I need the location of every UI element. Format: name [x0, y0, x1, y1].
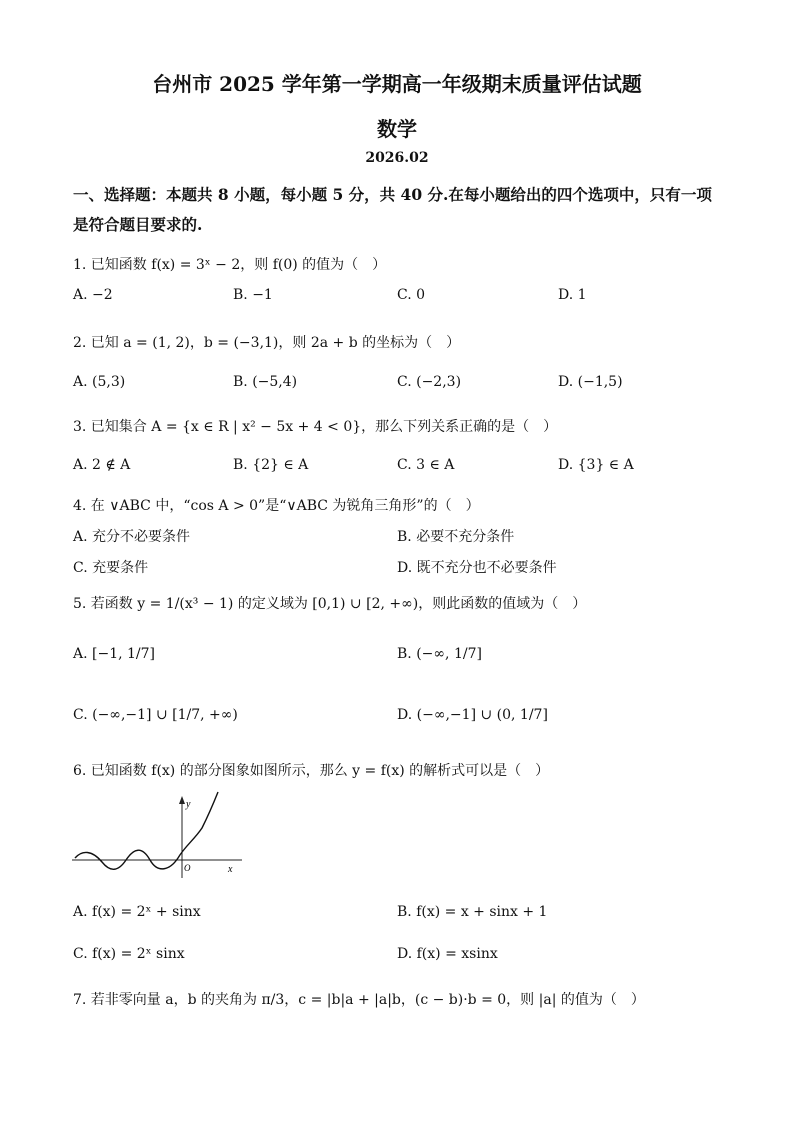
- question-4-stem: 4. 在 ∨ABC 中，“cos A > 0”是“∨ABC 为锐角三角形”的（ ）: [73, 498, 480, 514]
- q5-option-c: C. (−∞,−1] ∪ [1/7, +∞): [73, 707, 238, 723]
- q3-option-c: C. 3 ∈ A: [397, 457, 455, 473]
- q2-option-c: C. (−2,3): [397, 374, 462, 390]
- question-3-stem: 3. 已知集合 A = {x ∈ R | x² − 5x + 4 < 0}，那么下列关系正确的是（ ）: [73, 419, 558, 435]
- x-axis-label: x: [228, 864, 233, 875]
- q5-option-b: B. (−∞, 1/7]: [397, 646, 482, 662]
- exam-title: 台州市 2025 学年第一学期高一年级期末质量评估试题: [152, 72, 642, 96]
- section-heading: 一、选择题：本题共 8 小题，每小题 5 分，共 40 分.在每小题给出的四个选项中，只有一项是符合题目要求的.: [73, 185, 712, 234]
- q6-option-c: C. f(x) = 2ˣ sinx: [73, 946, 185, 962]
- q4-option-c: C. 充要条件: [73, 560, 149, 576]
- subject-title: 数学: [377, 117, 417, 141]
- origin-label: O: [184, 863, 191, 873]
- q6-option-d: D. f(x) = xsinx: [397, 946, 498, 962]
- question-5-stem: 5. 若函数 y = 1/(x³ − 1) 的定义域为 [0,1) ∪ [2, +∞)，则此函数的值域为（ ）: [73, 596, 587, 612]
- exam-date: 2026.02: [365, 150, 429, 166]
- question-2-stem: 2. 已知 a = (1, 2)，b = (−3,1)，则 2a + b 的坐标为（ ）: [73, 335, 461, 351]
- q1-option-c: C. 0: [397, 287, 426, 303]
- q6-option-a: A. f(x) = 2ˣ + sinx: [73, 904, 201, 920]
- q3-option-d: D. {3} ∈ A: [558, 457, 634, 473]
- y-axis-label: y: [186, 799, 191, 810]
- q1-option-b: B. −1: [233, 287, 273, 303]
- q1-option-a: A. −2: [73, 287, 113, 303]
- q6-option-b: B. f(x) = x + sinx + 1: [397, 904, 548, 920]
- function-curve: [75, 792, 218, 869]
- question-1-stem: 1. 已知函数 f(x) = 3ˣ − 2，则 f(0) 的值为（ ）: [73, 257, 387, 273]
- q3-option-b: B. {2} ∈ A: [233, 457, 309, 473]
- q4-option-a: A. 充分不必要条件: [73, 529, 191, 545]
- q1-option-d: D. 1: [558, 287, 587, 303]
- q5-option-a: A. [−1, 1/7]: [73, 646, 156, 662]
- q4-option-b: B. 必要不充分条件: [397, 529, 515, 545]
- q3-option-a: A. 2 ∉ A: [73, 457, 131, 473]
- y-axis-arrow: [179, 796, 185, 804]
- q2-option-a: A. (5,3): [73, 374, 126, 390]
- function-graph: [70, 790, 250, 880]
- question-7-stem: 7. 若非零向量 a，b 的夹角为 π/3，c = |b|a + |a|b，(c − b)·b = 0，则 |a| 的值为（ ）: [73, 992, 645, 1008]
- q2-option-b: B. (−5,4): [233, 374, 298, 390]
- q4-option-d: D. 既不充分也不必要条件: [397, 560, 557, 576]
- question-6-stem: 6. 已知函数 f(x) 的部分图象如图所示，那么 y = f(x) 的解析式可以是（ ）: [73, 763, 550, 779]
- q5-option-d: D. (−∞,−1] ∪ (0, 1/7]: [397, 707, 548, 723]
- q2-option-d: D. (−1,5): [558, 374, 623, 390]
